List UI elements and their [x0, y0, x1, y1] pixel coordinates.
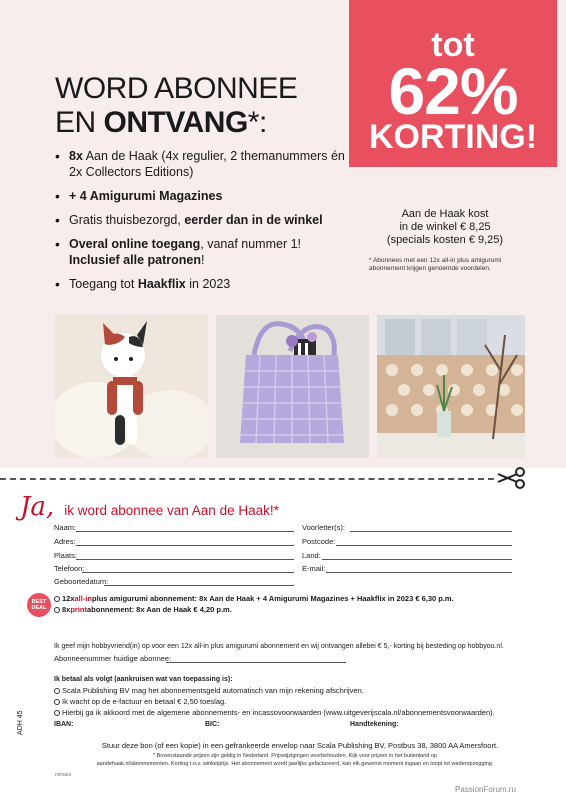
- scissors-icon: [496, 466, 526, 490]
- best-deal-badge: BEST DEAL: [27, 593, 51, 617]
- title-prefix: EN: [55, 106, 104, 139]
- title-line-2: [55, 106, 297, 140]
- payment-option-terms[interactable]: Hierbij ga ik akkoord met de algemene abonnements- en incassovoorwaarden (www.uitgeverijscala.nl/abonnementsvoorwaarden).: [54, 708, 495, 717]
- radio-circle[interactable]: [54, 596, 60, 602]
- payment-option-invoice[interactable]: Ik wacht op de e-factuur en betaal € 2,50 toeslag.: [54, 697, 226, 706]
- amigurumi-cat-photo: [55, 315, 208, 458]
- bic-label: BIC:: [205, 721, 220, 728]
- phone-field[interactable]: Telefoon:: [54, 564, 84, 574]
- watermark: PassionForum.ru: [455, 785, 516, 794]
- title-line-1: WORD ABONNEE: [55, 72, 298, 105]
- referral-text: Ik geef mijn hobbyvriend(in) op voor een 12x all-in plus amigurumi abonnement en wij ontvangen allebei € 5,- korting bij besteding op hobbyou.nl.: [54, 643, 504, 650]
- option-all-in[interactable]: 12x all-in plus amigurumi abonnement: 8x Aan de Haak + 4 Amigurumi Magazines + Haakflix in 2023 € 6,30 p.m.: [54, 594, 454, 603]
- discount-label: KORTING!: [368, 118, 538, 156]
- form-title: [20, 492, 279, 522]
- benefit-item: • + 4 Amigurumi Magazines: [55, 188, 355, 204]
- price-info: [365, 208, 525, 247]
- page-title: [55, 72, 297, 140]
- benefit-list: [55, 148, 355, 300]
- city-field[interactable]: Plaats:: [54, 551, 77, 561]
- payment-title: Ik betaal als volgt (aankruisen wat van toepassing is):: [54, 676, 233, 683]
- initials-field[interactable]: Voorletter(s):: [302, 523, 345, 533]
- iban-label: IBAN:: [54, 721, 74, 728]
- crochet-bag-photo: [216, 315, 369, 458]
- country-field[interactable]: Land:: [302, 551, 321, 561]
- form-title-text: ik word abonnee van Aan de Haak!*: [64, 503, 279, 518]
- option-print[interactable]: 8x print abonnement: 8x Aan de Haak € 4,20 p.m.: [54, 605, 232, 614]
- benefit-item: • Toegang tot Haakflix in 2023: [55, 276, 355, 292]
- fine-print-1: * Bovenstaande prijzen zijn geldig in Nederland. Prijswijzigingen voorbehouden. Kijk voor prijzen in het buitenland op: [152, 753, 438, 759]
- price-line: in de winkel € 8,25: [399, 221, 491, 233]
- name-field[interactable]: Naam:: [54, 523, 76, 533]
- discount-percentage: 62%: [388, 54, 518, 128]
- cut-line: [0, 478, 494, 480]
- title-bold: ONTVANG: [103, 106, 248, 139]
- address-field[interactable]: Adres:: [54, 537, 76, 547]
- title-suffix: *:: [247, 106, 267, 139]
- crochet-curtain-photo: [377, 315, 525, 458]
- page-code: ADH 45: [17, 710, 24, 735]
- subscriber-number-field[interactable]: Abonneenummer huidige abonnee:: [54, 654, 171, 664]
- discount-badge: [349, 0, 557, 167]
- benefit-item: • 8x Aan de Haak (4x regulier, 2 themanummers én 2x Collectors Editions): [55, 148, 355, 180]
- email-field[interactable]: E-mail:: [302, 564, 325, 574]
- birthdate-field[interactable]: Geboortedatum:: [54, 577, 108, 587]
- radio-circle[interactable]: [54, 607, 60, 613]
- form-title-ja: Ja,: [20, 492, 55, 522]
- postcode-field[interactable]: Postcode:: [302, 537, 335, 547]
- benefit-item: • Overal online toegang, vanaf nummer 1! Inclusief alle patronen!: [55, 236, 355, 268]
- price-line: (specials kosten € 9,25): [386, 234, 504, 246]
- signature-label: Handtekening:: [350, 721, 399, 728]
- fine-print-2: aandehaak.nl/abonnementen. Korting t.o.v. winkelprijs. Het abonnement wordt jaarlijks gefactureerd, kan elk gewenst moment ingaan en loopt tot wederopzegging.: [96, 761, 494, 767]
- price-line: Aan de Haak kost: [401, 208, 489, 220]
- footer-small-text: пяпака: [55, 772, 71, 778]
- price-footnote: * Abonnees met een 12x all-in plus amigurumi abonnement krijgen genoemde voordelen.: [369, 257, 502, 272]
- payment-option-direct-debit[interactable]: Scala Publishing BV mag het abonnementsgeld automatisch van mijn rekening afschrijven.: [54, 686, 364, 695]
- benefit-item: • Gratis thuisbezorgd, eerder dan in de winkel: [55, 212, 355, 228]
- discount-prefix: tot: [431, 26, 475, 64]
- send-instructions: Stuur deze bon (of een kopie) in een gefrankeerde envelop naar Scala Publishing BV, Postbus 38, 3800 AA Amersfoort.: [101, 741, 499, 750]
